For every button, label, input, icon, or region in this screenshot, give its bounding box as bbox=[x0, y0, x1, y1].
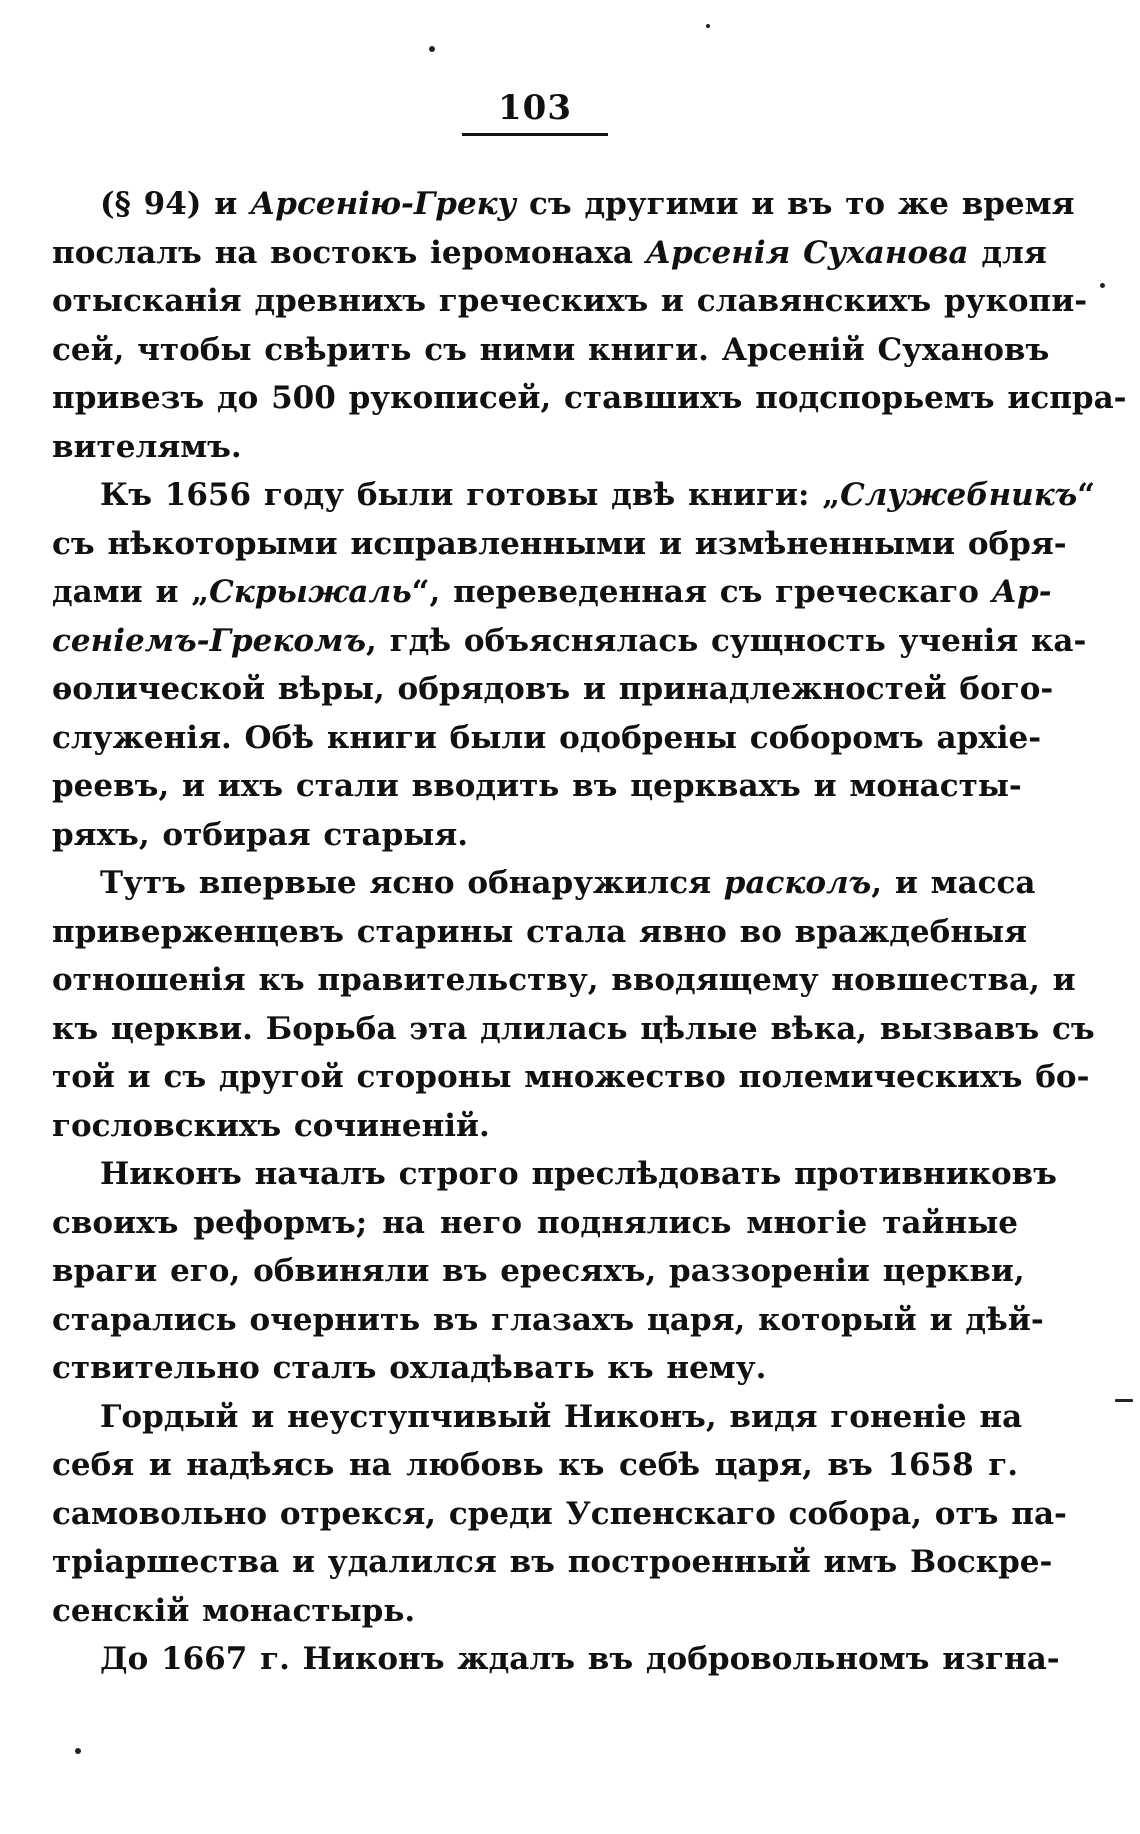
paragraph bbox=[52, 1635, 1060, 1684]
text-line: къ церкви. Борьба эта длилась цѣлые вѣка, вызвавъ съ bbox=[52, 1010, 1095, 1047]
text-line: своихъ реформъ; на него поднялись многіе тайные bbox=[52, 1204, 1018, 1241]
paragraph bbox=[52, 180, 1127, 471]
italic-term: расколъ bbox=[723, 865, 872, 901]
text-line: приверженцевъ старины стала явно во враждебныя bbox=[52, 913, 1027, 950]
paragraph bbox=[52, 1393, 1067, 1636]
text-line: (§ 94) и Арсенію-Греку съ другими и въ то же время bbox=[100, 186, 1075, 222]
text-line: привезъ до 500 рукописей, ставшихъ подспорьемъ испра- bbox=[52, 380, 1127, 416]
scan-speck bbox=[75, 1748, 81, 1754]
italic-term: Служебникъ bbox=[840, 477, 1078, 513]
italic-term: Ар- bbox=[991, 574, 1052, 610]
text-line: дами и „Скрыжаль“, переведенная съ греческаго Ар- bbox=[52, 574, 1052, 610]
page-number: 103 bbox=[498, 88, 572, 128]
text-line: Тутъ впервые ясно обнаружился расколъ, и масса bbox=[100, 865, 1036, 901]
paragraph bbox=[52, 859, 1095, 1150]
scan-speck bbox=[1115, 1399, 1133, 1402]
text-line: Никонъ началъ строго преслѣдовать противниковъ bbox=[100, 1156, 1057, 1192]
italic-term: Арсенію-Греку bbox=[250, 186, 517, 222]
book-page bbox=[52, 0, 1127, 1834]
text-line: ствительно сталъ охладѣвать къ нему. bbox=[52, 1350, 767, 1386]
text-line: сеніемъ-Грекомъ, гдѣ объяснялась сущность ученія ка- bbox=[52, 622, 1087, 659]
paragraph bbox=[52, 471, 1096, 859]
text-line: себя и надѣясь на любовь къ себѣ царя, въ 1658 г. bbox=[52, 1447, 1018, 1483]
text-line: сей, чтобы свѣрить съ ними книги. Арсеній Сухановъ bbox=[52, 331, 1050, 368]
text-line: Къ 1656 году были готовы двѣ книги: „Служебникъ“ bbox=[100, 477, 1096, 513]
text-line: ряхъ, отбирая старыя. bbox=[52, 816, 469, 853]
text-line: ѳолической вѣры, обрядовъ и принадлежностей бого- bbox=[52, 671, 1054, 707]
text-line: той и съ другой стороны множество полемическихъ бо- bbox=[52, 1059, 1090, 1095]
text-line: вителямъ. bbox=[52, 428, 242, 465]
text-line: отношенія къ правительству, вводящему новшества, и bbox=[52, 962, 1076, 998]
page-number-underline bbox=[462, 133, 608, 136]
text-line: тріаршества и удалился въ построенный имъ Воскре- bbox=[52, 1544, 1053, 1580]
scan-speck bbox=[706, 24, 710, 28]
text-line: сенскій монастырь. bbox=[52, 1592, 416, 1629]
text-line: реевъ, и ихъ стали вводить въ церквахъ и монасты- bbox=[52, 768, 1022, 804]
italic-term: Арсенія Суханова bbox=[645, 234, 969, 271]
text-line: Гордый и неуступчивый Никонъ, видя гоненіе на bbox=[100, 1398, 1023, 1435]
italic-term: Скрыжаль bbox=[209, 574, 412, 610]
scan-speck bbox=[1100, 283, 1105, 288]
text-line: враги его, обвиняли въ ересяхъ, раззореніи церкви, bbox=[52, 1253, 1025, 1289]
text-line: До 1667 г. Никонъ ждалъ въ добровольномъ изгна- bbox=[100, 1641, 1060, 1677]
text-line: отысканія древнихъ греческихъ и славянскихъ рукопи- bbox=[52, 283, 1088, 319]
italic-term: сеніемъ-Грекомъ bbox=[52, 622, 367, 659]
text-line: гословскихъ сочиненій. bbox=[52, 1107, 490, 1144]
text-line: послалъ на востокъ іеромонаха Арсенія Суханова для bbox=[52, 234, 1047, 271]
text-line: самовольно отрекся, среди Успенскаго собора, отъ па- bbox=[52, 1495, 1067, 1532]
paragraph bbox=[52, 1150, 1057, 1393]
text-line: старались очернить въ глазахъ царя, который и дѣй- bbox=[52, 1301, 1044, 1338]
text-line: служенія. Обѣ книги были одобрены соборомъ архіе- bbox=[52, 719, 1042, 756]
text-line: съ нѣкоторыми исправленными и измѣненными обря- bbox=[52, 525, 1067, 562]
body-text bbox=[52, 180, 1127, 1684]
scan-speck bbox=[429, 46, 435, 52]
